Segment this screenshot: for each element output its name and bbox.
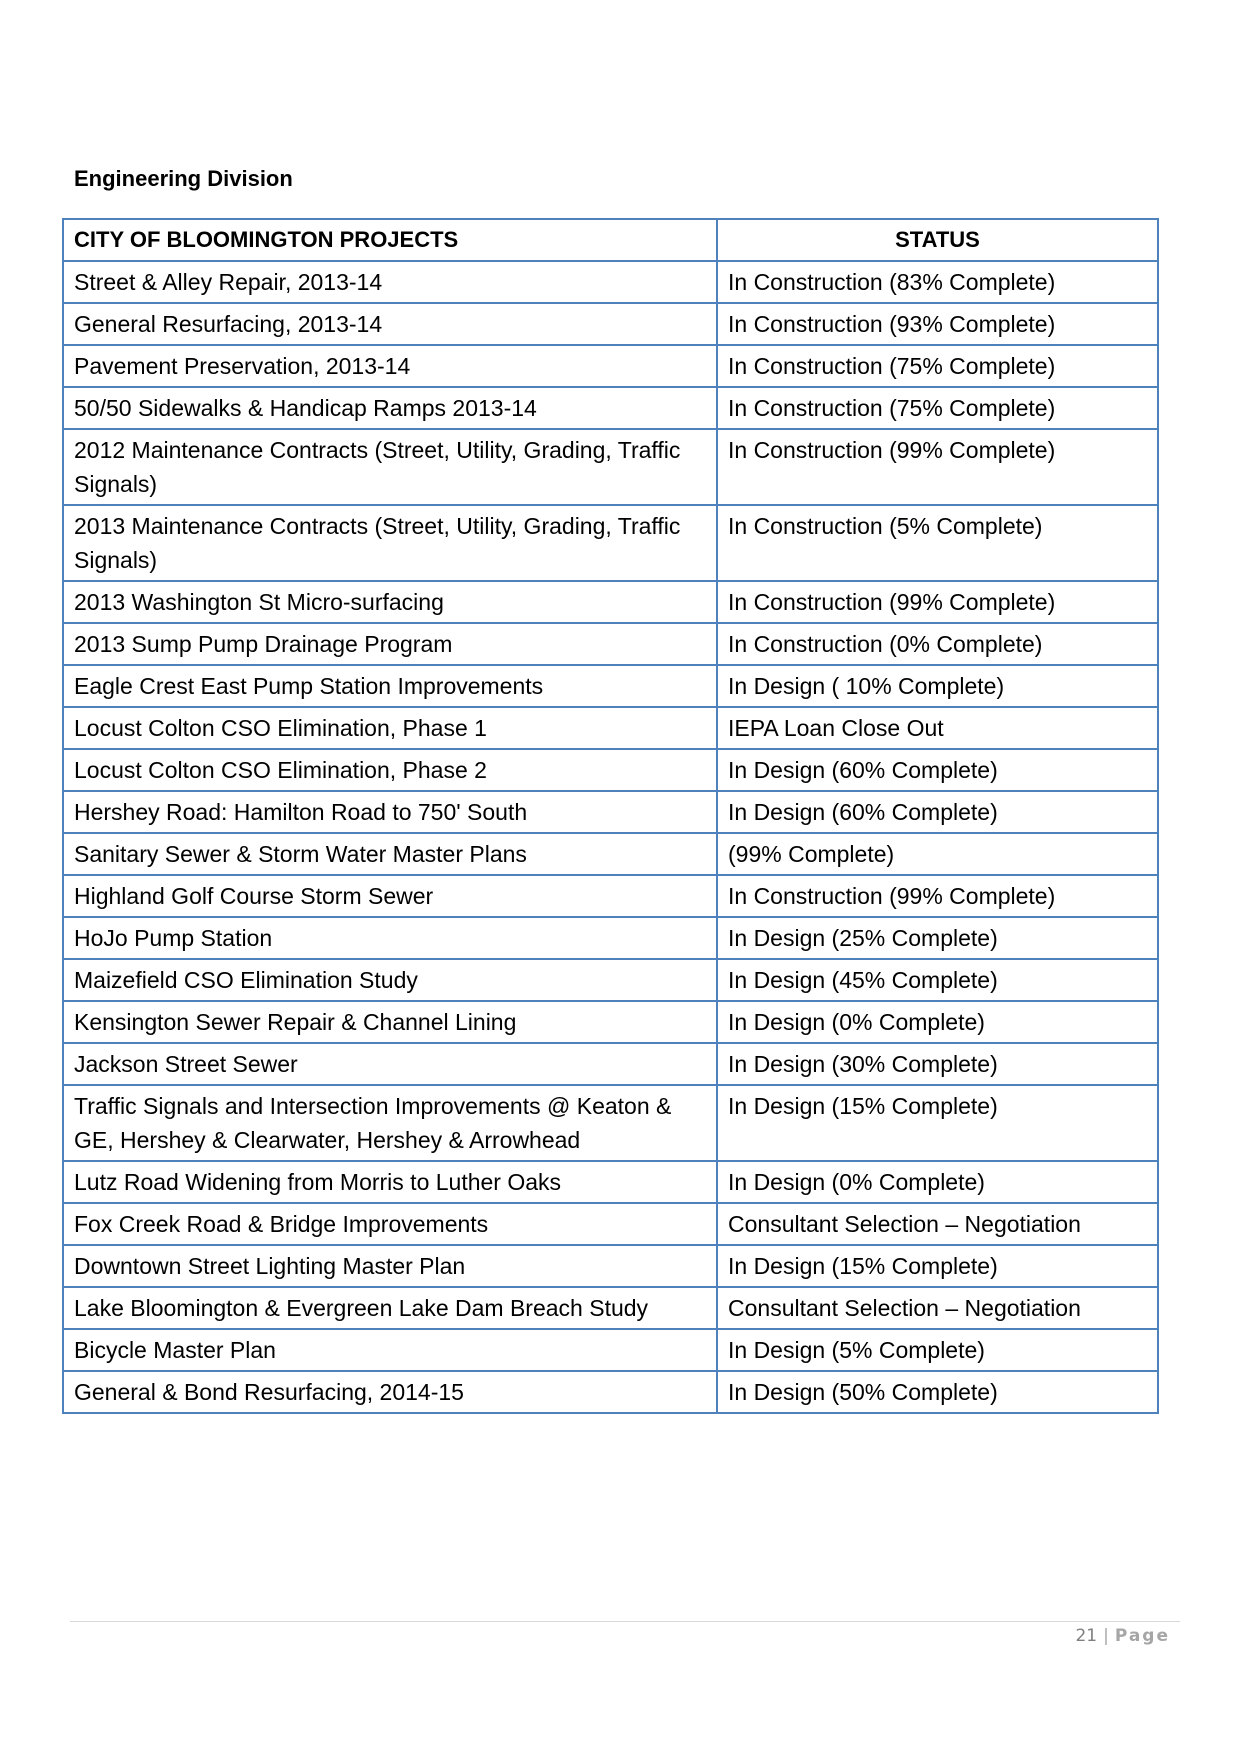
- status-cell: In Design (30% Complete): [717, 1043, 1158, 1085]
- column-header-status: STATUS: [717, 219, 1158, 261]
- project-name-cell: Downtown Street Lighting Master Plan: [63, 1245, 717, 1287]
- table-row: [63, 345, 1158, 387]
- status-cell: In Construction (5% Complete): [717, 505, 1158, 581]
- status-cell: IEPA Loan Close Out: [717, 707, 1158, 749]
- page-footer: [1075, 1626, 1170, 1646]
- project-name-cell: Bicycle Master Plan: [63, 1329, 717, 1371]
- table-row: [63, 1203, 1158, 1245]
- footer-divider: [70, 1621, 1180, 1622]
- status-cell: In Design (5% Complete): [717, 1329, 1158, 1371]
- table-row: [63, 707, 1158, 749]
- project-name-cell: HoJo Pump Station: [63, 917, 717, 959]
- table-row: [63, 505, 1158, 581]
- table-row: [63, 749, 1158, 791]
- project-name-cell: Jackson Street Sewer: [63, 1043, 717, 1085]
- table-row: [63, 1287, 1158, 1329]
- project-name-cell: 2012 Maintenance Contracts (Street, Utility, Grading, Traffic Signals): [63, 429, 717, 505]
- project-name-cell: Locust Colton CSO Elimination, Phase 2: [63, 749, 717, 791]
- status-cell: In Design (50% Complete): [717, 1371, 1158, 1413]
- project-name-cell: Lake Bloomington & Evergreen Lake Dam Breach Study: [63, 1287, 717, 1329]
- status-cell: In Construction (83% Complete): [717, 261, 1158, 303]
- status-cell: In Design ( 10% Complete): [717, 665, 1158, 707]
- table-row: [63, 1161, 1158, 1203]
- status-cell: In Construction (0% Complete): [717, 623, 1158, 665]
- table-row: [63, 303, 1158, 345]
- project-name-cell: Hershey Road: Hamilton Road to 750' South: [63, 791, 717, 833]
- status-cell: In Construction (99% Complete): [717, 875, 1158, 917]
- status-cell: In Construction (99% Complete): [717, 581, 1158, 623]
- table-row: [63, 791, 1158, 833]
- projects-table: [62, 218, 1159, 1414]
- table-row: [63, 959, 1158, 1001]
- project-name-cell: Highland Golf Course Storm Sewer: [63, 875, 717, 917]
- status-cell: In Design (0% Complete): [717, 1161, 1158, 1203]
- column-header-projects: CITY OF BLOOMINGTON PROJECTS: [63, 219, 717, 261]
- table-row: [63, 387, 1158, 429]
- table-body: [63, 261, 1158, 1413]
- table-row: [63, 1043, 1158, 1085]
- project-name-cell: Maizefield CSO Elimination Study: [63, 959, 717, 1001]
- table-row: [63, 623, 1158, 665]
- project-name-cell: Lutz Road Widening from Morris to Luther Oaks: [63, 1161, 717, 1203]
- status-cell: In Construction (99% Complete): [717, 429, 1158, 505]
- table-row: [63, 1245, 1158, 1287]
- status-cell: In Construction (93% Complete): [717, 303, 1158, 345]
- table-row: [63, 429, 1158, 505]
- project-name-cell: General & Bond Resurfacing, 2014-15: [63, 1371, 717, 1413]
- project-name-cell: 2013 Maintenance Contracts (Street, Utility, Grading, Traffic Signals): [63, 505, 717, 581]
- table-row: [63, 581, 1158, 623]
- status-cell: In Design (15% Complete): [717, 1085, 1158, 1161]
- project-name-cell: Fox Creek Road & Bridge Improvements: [63, 1203, 717, 1245]
- status-cell: In Design (25% Complete): [717, 917, 1158, 959]
- project-name-cell: 50/50 Sidewalks & Handicap Ramps 2013-14: [63, 387, 717, 429]
- project-name-cell: Traffic Signals and Intersection Improvements @ Keaton & GE, Hershey & Clearwater, Hershey & Arrowhead: [63, 1085, 717, 1161]
- project-name-cell: Sanitary Sewer & Storm Water Master Plans: [63, 833, 717, 875]
- table-row: [63, 917, 1158, 959]
- table-row: [63, 665, 1158, 707]
- table-row: [63, 1001, 1158, 1043]
- table-row: [63, 261, 1158, 303]
- section-title: Engineering Division: [74, 166, 293, 191]
- table-row: [63, 1329, 1158, 1371]
- project-name-cell: Street & Alley Repair, 2013-14: [63, 261, 717, 303]
- project-name-cell: Locust Colton CSO Elimination, Phase 1: [63, 707, 717, 749]
- status-cell: In Design (60% Complete): [717, 791, 1158, 833]
- status-cell: In Design (15% Complete): [717, 1245, 1158, 1287]
- footer-separator: |: [1103, 1626, 1109, 1646]
- table-row: [63, 875, 1158, 917]
- status-cell: Consultant Selection – Negotiation: [717, 1203, 1158, 1245]
- table-row: [63, 1371, 1158, 1413]
- status-cell: In Design (60% Complete): [717, 749, 1158, 791]
- project-name-cell: Pavement Preservation, 2013-14: [63, 345, 717, 387]
- status-cell: In Construction (75% Complete): [717, 345, 1158, 387]
- status-cell: (99% Complete): [717, 833, 1158, 875]
- project-name-cell: Eagle Crest East Pump Station Improvements: [63, 665, 717, 707]
- table-row: [63, 1085, 1158, 1161]
- page-number: 21: [1075, 1626, 1098, 1646]
- status-cell: In Construction (75% Complete): [717, 387, 1158, 429]
- table-header-row: [63, 219, 1158, 261]
- status-cell: In Design (0% Complete): [717, 1001, 1158, 1043]
- project-name-cell: 2013 Sump Pump Drainage Program: [63, 623, 717, 665]
- page-label: Page: [1114, 1626, 1170, 1646]
- status-cell: Consultant Selection – Negotiation: [717, 1287, 1158, 1329]
- project-name-cell: General Resurfacing, 2013-14: [63, 303, 717, 345]
- table-row: [63, 833, 1158, 875]
- status-cell: In Design (45% Complete): [717, 959, 1158, 1001]
- project-name-cell: Kensington Sewer Repair & Channel Lining: [63, 1001, 717, 1043]
- project-name-cell: 2013 Washington St Micro-surfacing: [63, 581, 717, 623]
